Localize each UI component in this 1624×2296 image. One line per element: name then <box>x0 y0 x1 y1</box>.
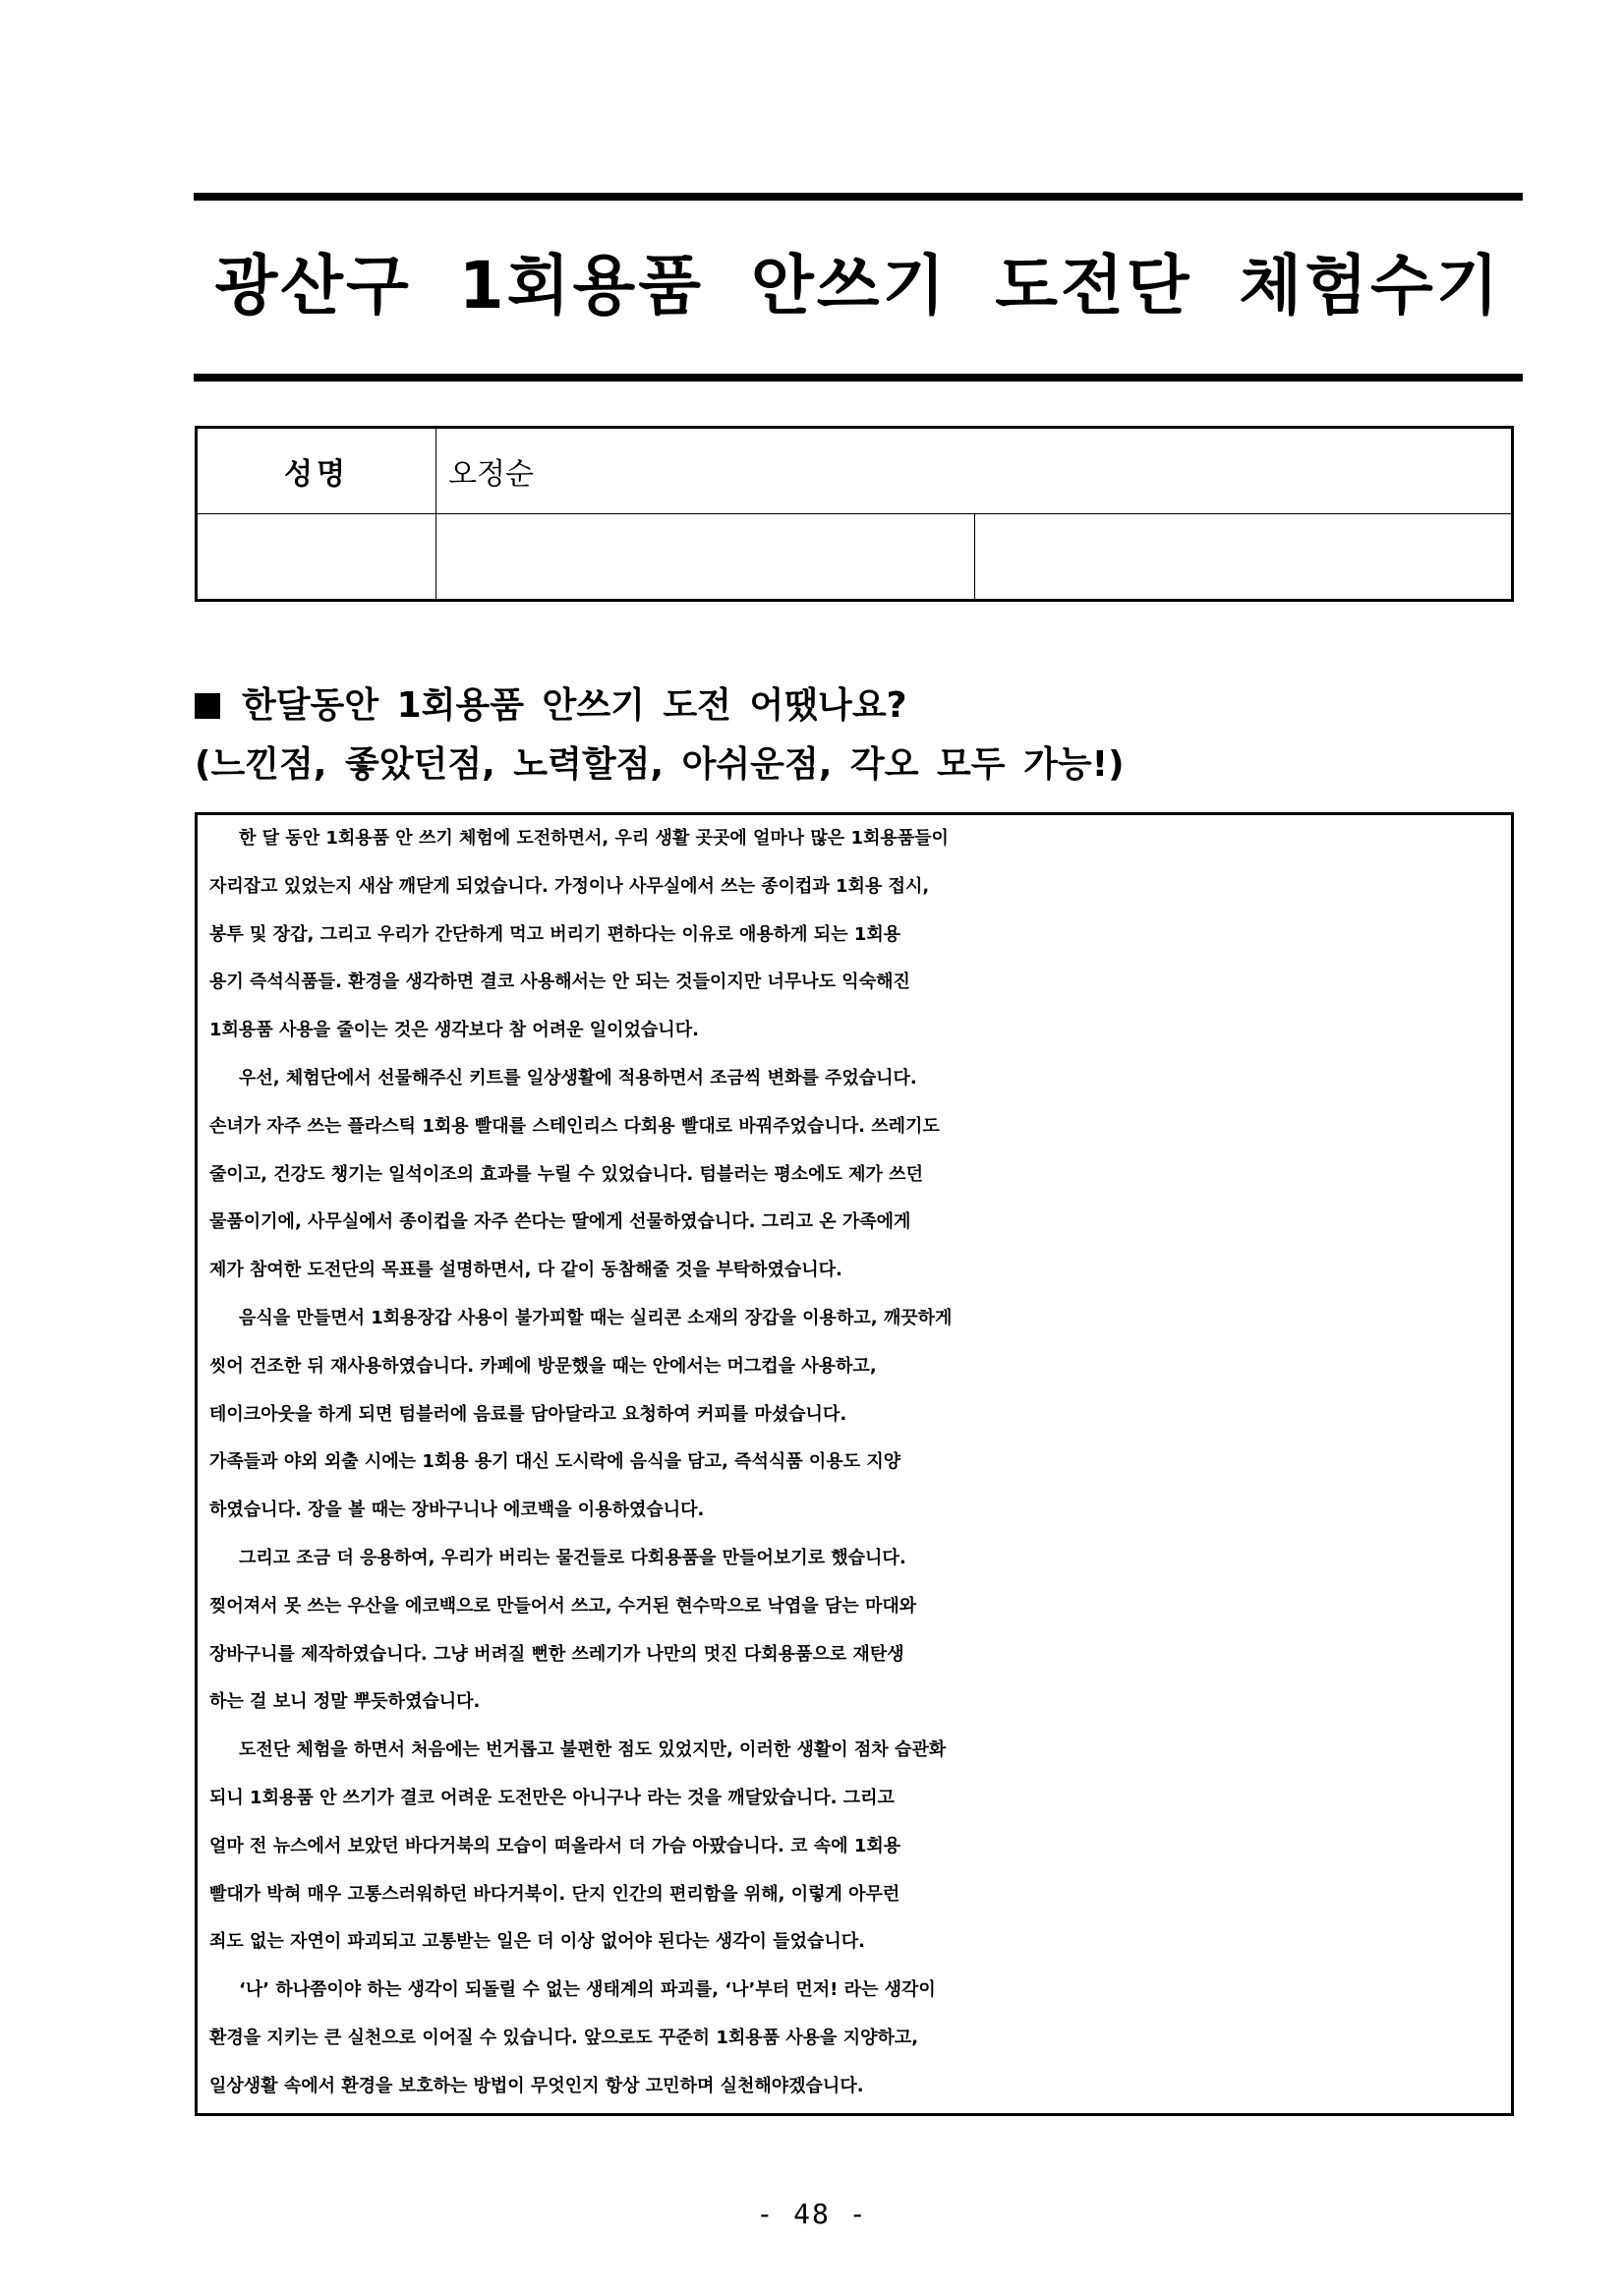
name-row <box>197 428 1513 514</box>
blank-row <box>197 514 1513 601</box>
page-number: - 48 - <box>756 2198 868 2230</box>
blank-cell-3 <box>974 514 1513 601</box>
essay-line: 우선, 체험단에서 선물해주신 키트를 일상생활에 적용하면서 조금씩 변화를 주었습니다. <box>239 1067 917 1089</box>
essay-line: 가족들과 야외 외출 시에는 1회용 용기 대신 도시락에 음식을 담고, 즉석식품 이용도 지양 <box>209 1451 901 1473</box>
black-square-bullet-icon <box>195 693 220 719</box>
essay-line: 환경을 지키는 큰 실천으로 이어질 수 있습니다. 앞으로도 꾸준히 1회용품 사용을 지양하고, <box>209 2027 919 2048</box>
essay-line: 그리고 조금 더 응용하여, 우리가 버리는 물건들로 다회용품을 만들어보기로 했습니다. <box>239 1547 906 1568</box>
name-value: 오정순 <box>436 428 1513 514</box>
essay-line: 자리잡고 있었는지 새삼 깨닫게 되었습니다. 가정이나 사무실에서 쓰는 종이컵과 1회용 접시, <box>209 875 930 897</box>
author-info-table <box>195 426 1514 602</box>
essay-line: 도전단 체험을 하면서 처음에는 번거롭고 불편한 점도 있었지만, 이러한 생활이 점차 습관화 <box>239 1739 947 1761</box>
blank-cell-1 <box>197 514 436 601</box>
essay-line: 죄도 없는 자연이 파괴되고 고통받는 일은 더 이상 없어야 된다는 생각이 들었습니다. <box>209 1931 865 1953</box>
essay-body-box <box>195 812 1514 2116</box>
essay-line: 1회용품 사용을 줄이는 것은 생각보다 참 어려운 일이었습니다. <box>209 1020 699 1041</box>
essay-line: 장바구니를 제작하였습니다. 그냥 버려질 뻔한 쓰레기가 나만의 멋진 다회용품으로 재탄생 <box>209 1643 904 1665</box>
essay-line: 빨대가 박혀 매우 고통스러워하던 바다거북이. 단지 인간의 편리함을 위해, 이렇게 아무런 <box>209 1883 900 1905</box>
essay-line: 한 달 동안 1회용품 안 쓰기 체험에 도전하면서, 우리 생활 곳곳에 얼마나 많은 1회용품들이 <box>239 828 949 849</box>
section-heading <box>195 677 1125 795</box>
section-question: 한달동안 1회용품 안쓰기 도전 어땠나요? <box>242 685 907 726</box>
essay-line: 음식을 만들면서 1회용장갑 사용이 불가피할 때는 실리콘 소재의 장갑을 이용하고, 깨끗하게 <box>239 1307 953 1328</box>
section-heading-line-2: (느낀점, 좋았던점, 노력할점, 아쉬운점, 각오 모두 가능!) <box>195 744 1125 785</box>
essay-line: 일상생활 속에서 환경을 보호하는 방법이 무엇인지 항상 고민하며 실천해야겠습니다. <box>209 2075 864 2096</box>
essay-line: 용기 즉석식품들. 환경을 생각하면 결코 사용해서는 안 되는 것들이지만 너무나도 익숙해진 <box>209 971 910 993</box>
essay-line: 되니 1회용품 안 쓰기가 결코 어려운 도전만은 아니구나 라는 것을 깨달았습니다. 그리고 <box>209 1787 895 1808</box>
essay-line: 물품이기에, 사무실에서 종이컵을 자주 쓴다는 딸에게 선물하였습니다. 그리고 온 가족에게 <box>209 1211 911 1233</box>
document-title: 광산구 1회용품 안쓰기 도전단 체험수기 <box>214 248 1502 324</box>
essay-line: 제가 참여한 도전단의 목표를 설명하면서, 다 같이 동참해줄 것을 부탁하였습니다. <box>209 1260 842 1281</box>
blank-cell-2 <box>436 514 975 601</box>
essay-line: 하였습니다. 장을 볼 때는 장바구니나 에코백을 이용하였습니다. <box>209 1500 705 1521</box>
essay-line: 씻어 건조한 뒤 재사용하였습니다. 카페에 방문했을 때는 안에서는 머그컵을 사용하고, <box>209 1355 877 1377</box>
essay-line: 얼마 전 뉴스에서 보았던 바다거북의 모습이 떠올라서 더 가슴 아팠습니다. 코 속에 1회용 <box>209 1835 901 1856</box>
section-heading-line-1 <box>195 677 1125 736</box>
essay-line: 찢어져서 못 쓰는 우산을 에코백으로 만들어서 쓰고, 수거된 현수막으로 낙엽을 담는 마대와 <box>209 1595 917 1617</box>
essay-line: 손녀가 자주 쓰는 플라스틱 1회용 빨대를 스테인리스 다회용 빨대로 바꿔주었습니다. 쓰레기도 <box>209 1115 940 1137</box>
essay-line: 줄이고, 건강도 챙기는 일석이조의 효과를 누릴 수 있었습니다. 텀블러는 평소에도 제가 쓰던 <box>209 1163 923 1185</box>
essay-line: 봉투 및 장갑, 그리고 우리가 간단하게 먹고 버리기 편하다는 이유로 애용하게 되는 1회용 <box>209 923 901 945</box>
essay-line: ‘나’ 하나쯤이야 하는 생각이 되돌릴 수 없는 생태계의 파괴를, ‘나’부터 먼저! 라는 생각이 <box>239 1979 936 2001</box>
title-top-rule <box>194 193 1523 201</box>
title-bottom-rule <box>194 374 1523 382</box>
essay-line: 하는 걸 보니 정말 뿌듯하였습니다. <box>209 1691 481 1713</box>
name-label: 성명 <box>197 428 436 514</box>
essay-line: 테이크아웃을 하게 되면 텀블러에 음료를 담아달라고 요청하여 커피를 마셨습니다. <box>209 1403 847 1425</box>
